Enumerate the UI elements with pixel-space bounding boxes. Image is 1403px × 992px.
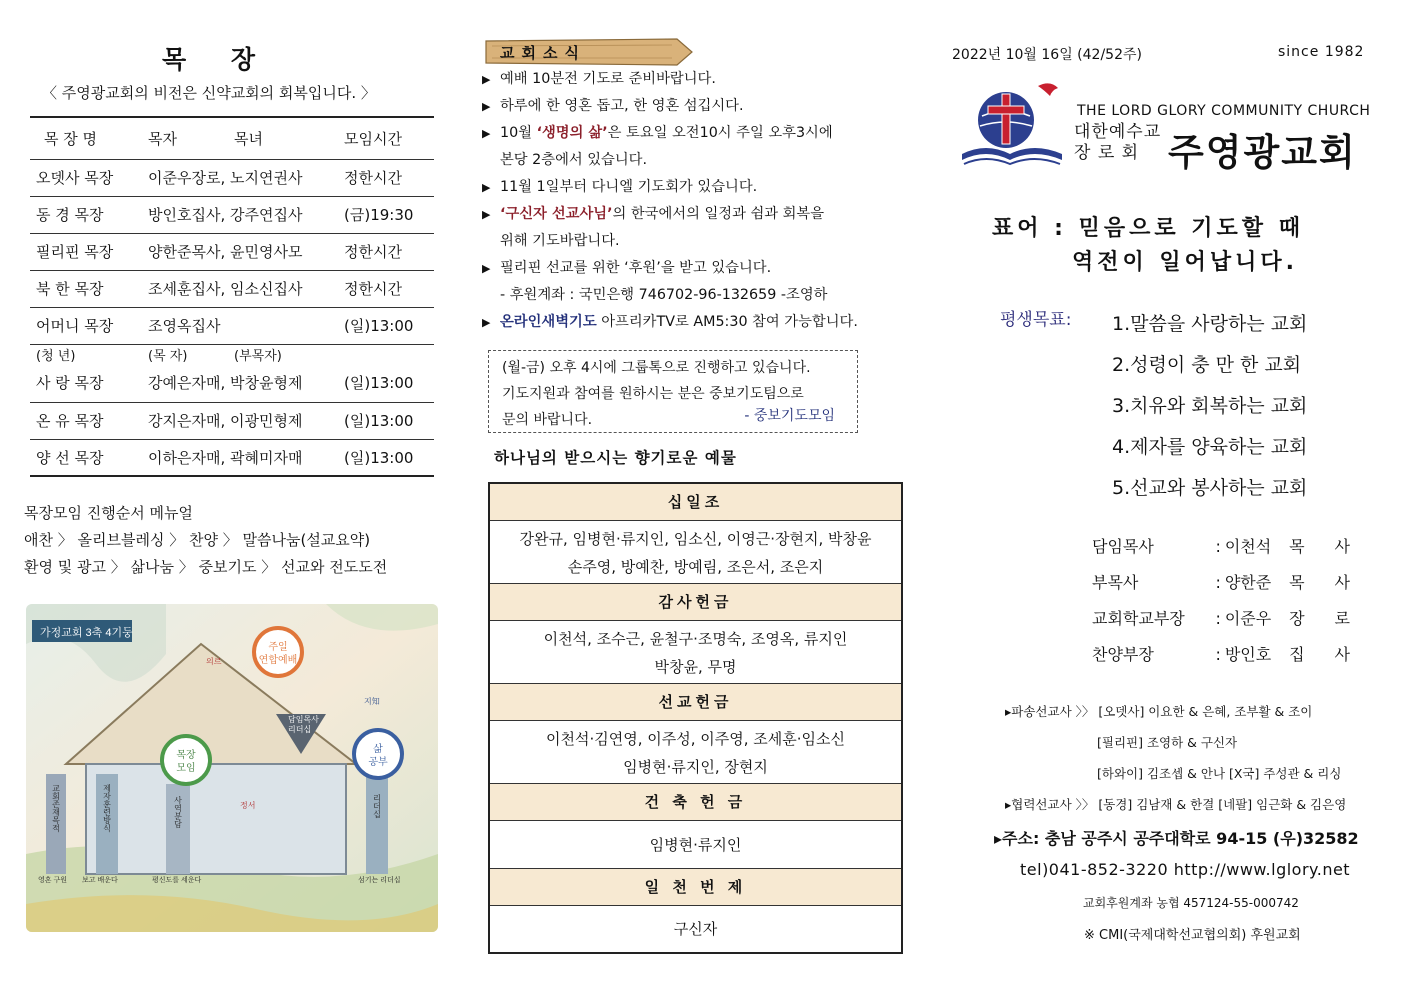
mokjang-title: 목 장 (162, 45, 274, 74)
offering-header: 십일조 (489, 483, 902, 520)
offering-header: 일 천 번 제 (489, 868, 902, 905)
table-row (30, 439, 434, 476)
mokjang-name: 북 한 목장 (30, 270, 142, 307)
table-row (30, 196, 434, 233)
donation-account: 교회후원계좌 농협 457124-55-000742 (1083, 896, 1299, 910)
news-text: - 후원계좌 : 국민은행 746702-96-132659 -조영하 (500, 287, 828, 303)
table-row (30, 159, 434, 196)
mokjang-time: (일)13:00 (338, 402, 434, 439)
house-church-illustration (26, 604, 438, 932)
pillar-label: 제자훈련방식 (102, 784, 112, 832)
mokjang-leaders: 조세훈집사, 임소신집사 (142, 270, 338, 307)
news-text: 11월 1일부터 다니엘 기도회가 있습니다. (500, 179, 758, 195)
note-label: 정서 (240, 801, 256, 810)
prayer-line: (월-금) 오후 4시에 그룹톡으로 진행하고 있습니다. (502, 360, 811, 376)
church-contact: tel)041-852-3220 http://www.lglory.net (1020, 860, 1351, 879)
news-banner (482, 38, 694, 66)
table-header-row (30, 117, 434, 159)
news-item (482, 66, 912, 93)
missionaries (1005, 696, 1346, 820)
bottom-label: 평신도를 세운다 (152, 877, 202, 884)
church-logo-icon (958, 78, 1068, 170)
prayer-line: 문의 바랍니다. (502, 412, 593, 428)
staff-name: 이준우 (1224, 609, 1272, 628)
bullet-triangle-icon: ▶ (482, 127, 491, 140)
names-line: 강완규, 임병현·류지인, 임소신, 이영근·장현지, 박창윤 (519, 529, 872, 548)
bullet-triangle-icon: ▶ (482, 100, 491, 113)
staff-row: 부목사 : 양한준 목사 (1092, 565, 1380, 601)
lifetime-goal-label: 평생목표: (1000, 310, 1072, 330)
goal-item: 3.치유와 회복하는 교회 (1112, 395, 1308, 417)
church-name-english: THE LORD GLORY COMMUNITY CHURCH (1077, 103, 1371, 119)
news-item (482, 93, 912, 120)
mokjang-table (30, 116, 434, 477)
mokjang-time: (일)13:00 (338, 439, 434, 476)
cmi-note: ※ CMI(국제대학선교협의회) 후원교회 (1084, 928, 1301, 943)
header-cell: 목자 (142, 117, 228, 159)
names-line: 이천석, 조수근, 윤철구·조명숙, 조영옥, 류지인 (543, 629, 848, 648)
motto-line: 역전이 일어납니다. (1072, 250, 1299, 275)
staff-name: 양한준 (1224, 573, 1272, 592)
news-text: 본당 2층에서 있습니다. (500, 152, 648, 168)
staff-name: 이천석 (1224, 537, 1272, 556)
circle-label: 목장 (176, 750, 196, 761)
mokjang-leaders: 강예은자매, 박창윤형제 (142, 364, 338, 402)
bottom-label: 섬기는 리더십 (358, 877, 401, 884)
news-text: 위해 기도바랍니다. (500, 233, 620, 249)
offering-table (488, 482, 903, 954)
missionary-line: [필리핀] 조영하 & 구신자 (1097, 735, 1238, 750)
youth-header-cell: (청 년) (36, 349, 76, 364)
header-cell: 목 장 명 (30, 117, 142, 159)
names-line: 임병현·류지인, 장현지 (623, 757, 768, 776)
bullet-triangle-icon: ▶ (482, 73, 491, 86)
bullet-triangle-icon: ▶ (482, 262, 491, 275)
news-text: 의 한국에서의 일정과 쉼과 회복을 (612, 206, 825, 222)
mokjang-leaders: 방인호집사, 강주연집사 (142, 196, 338, 233)
youth-header-row (30, 344, 434, 364)
staff-title: 목사 (1289, 537, 1380, 556)
denomination-line: 대한예수교 (1074, 122, 1162, 142)
prayer-signature: - 중보기도모임 (744, 408, 835, 424)
prayer-line: 기도지원과 참여를 원하시는 분은 중보기도팀으로 (502, 386, 804, 402)
mokjang-name: 어머니 목장 (30, 307, 142, 344)
mokjang-name: 오뎃사 목장 (30, 159, 142, 196)
mokjang-leaders: 강지은자매, 이광민형제 (142, 402, 338, 439)
staff-title: 장로 (1289, 609, 1380, 628)
staff-row: 찬양부장 : 방인호 집사 (1092, 637, 1380, 673)
pillar-label: 교회존재목적 (51, 784, 61, 832)
menu-line: 애찬 〉 올리브블레싱 〉 찬양 〉 말씀나눔(설교요약) (24, 531, 371, 549)
staff-title: 집사 (1289, 645, 1380, 664)
mokjang-name: 온 유 목장 (30, 402, 142, 439)
mokjang-leaders: 조영옥집사 (142, 307, 338, 344)
circle-label: 연합예배 (258, 655, 298, 666)
offering-names: 임병현·류지인 (489, 820, 902, 868)
news-item (482, 201, 912, 228)
news-item (482, 120, 912, 147)
illustration-banner: 가정교회 3축 4기둥 (40, 627, 133, 639)
news-text: 필리핀 선교를 위한 ‘후원’을 받고 있습니다. (500, 260, 772, 276)
denomination-line: 장 로 회 (1074, 143, 1140, 163)
bottom-label: 영혼 구원 (38, 877, 67, 884)
vision-statement: 〈 주영광교회의 비전은 신약교회의 회복입니다. 〉 (42, 84, 376, 102)
note-label: 지知 (364, 697, 380, 706)
names-line: 손주영, 방예찬, 방예림, 조은서, 조은지 (567, 557, 824, 576)
news-text: 하루에 한 영혼 돕고, 한 영혼 섬깁시다. (500, 98, 744, 114)
news-text: 10월 (500, 125, 537, 141)
news-list (482, 66, 912, 336)
table-row (30, 364, 434, 402)
pillar-label: 리더십 (372, 794, 382, 818)
table-row (30, 270, 434, 307)
news-item-continued (482, 228, 912, 255)
menu-line: 환영 및 광고 〉 삶나눔 〉 중보기도 〉 선교와 전도도전 (24, 558, 388, 576)
pillar-label: 사역분담 (173, 796, 183, 828)
offering-names: 구신자 (673, 920, 718, 939)
meeting-order-menu (24, 500, 387, 581)
header-cell: 모임시간 (338, 117, 434, 159)
mokjang-leaders: 양한준목사, 윤민영사모 (142, 233, 338, 270)
bullet-triangle-icon: ▶ (482, 316, 491, 329)
intercession-box (488, 350, 858, 433)
news-title: 교회소식 (500, 44, 586, 62)
staff-name: 방인호 (1224, 645, 1272, 664)
bulletin-date: 2022년 10월 16일 (42/52주) (952, 47, 1142, 63)
staff-role: 부목사 (1092, 573, 1139, 592)
goal-item: 2.성령이 충 만 한 교회 (1112, 354, 1302, 376)
goal-item: 5.선교와 봉사하는 교회 (1112, 477, 1308, 499)
offering-header: 선교헌금 (489, 683, 902, 720)
motto-line: 표어 : 믿음으로 기도할 때 (992, 216, 1304, 241)
mokjang-name: 양 선 목장 (30, 439, 142, 476)
mokjang-name: 필리핀 목장 (30, 233, 142, 270)
church-name-korean: 주영광교회 (1168, 131, 1357, 174)
table-row (30, 307, 434, 344)
goals-list (1112, 304, 1307, 509)
mokjang-time: 정한시간 (338, 233, 434, 270)
mokjang-leaders: 이준우장로, 노지연권사 (142, 159, 338, 196)
mokjang-name: 동 경 목장 (30, 196, 142, 233)
offering-header: 감사헌금 (489, 583, 902, 620)
mokjang-time: 정한시간 (338, 159, 434, 196)
offering-names (489, 720, 902, 783)
missionary-line: ▸파송선교사 〉〉 [오뎃사] 이요한 & 은혜, 조부활 & 조이 (1005, 704, 1313, 719)
mokjang-time: (금)19:30 (338, 196, 434, 233)
youth-header-cell: (부목자) (234, 349, 282, 364)
roof-label: 리더십 (288, 725, 312, 734)
offering-title: 하나님의 받으시는 향기로운 예물 (494, 449, 737, 467)
menu-title: 목장모임 진행순서 메뉴얼 (24, 504, 193, 522)
names-line: 박창윤, 무명 (654, 657, 737, 676)
denomination (1074, 122, 1161, 164)
mokjang-time: (일)13:00 (338, 307, 434, 344)
staff-list (1092, 529, 1380, 673)
news-item (482, 309, 912, 336)
motto (992, 212, 1304, 280)
goal-item: 4.제자를 양육하는 교회 (1112, 436, 1308, 458)
news-text: 예배 10분전 기도로 준비바랍니다. (500, 71, 716, 87)
mokjang-time: 정한시간 (338, 270, 434, 307)
church-address: ▸주소: 충남 공주시 공주대학로 94-15 (우)32582 (994, 829, 1359, 848)
news-item (482, 174, 912, 201)
news-highlight: ‘생명의 삶’ (536, 125, 608, 141)
bullet-triangle-icon: ▶ (482, 208, 491, 221)
bullet-triangle-icon: ▶ (482, 181, 491, 194)
offering-names (489, 620, 902, 683)
since-year: since 1982 (1278, 44, 1365, 60)
news-highlight: 온라인새벽기도 (500, 314, 597, 330)
news-text: 아프리카TV로 AM5:30 참여 가능합니다. (596, 314, 858, 330)
header-cell: 목녀 (228, 117, 338, 159)
news-item-continued (482, 147, 912, 174)
table-row (30, 402, 434, 439)
missionary-line: ▸협력선교사 〉〉 [동경] 김남재 & 한결 [네팔] 임근화 & 김은영 (1005, 797, 1347, 812)
offering-names (489, 520, 902, 583)
staff-role: 담임목사 (1092, 537, 1154, 556)
bottom-label: 보고 배운다 (82, 877, 118, 884)
circle-label: 공부 (368, 757, 388, 768)
mokjang-time: (일)13:00 (338, 364, 434, 402)
news-text: 은 토요일 오전10시 주일 오후3시에 (607, 125, 833, 141)
youth-header-cell: (목 자) (148, 349, 188, 364)
roof-label: 담임목사 (288, 715, 319, 724)
staff-role: 교회학교부장 (1092, 609, 1185, 628)
offering-header: 건 축 헌 금 (489, 783, 902, 820)
staff-title: 목사 (1289, 573, 1380, 592)
news-item (482, 255, 912, 282)
missionary-line: [하와이] 김조셉 & 안나 [X국] 주성관 & 리싱 (1097, 766, 1342, 781)
staff-row: 교회학교부장 : 이준우 장로 (1092, 601, 1380, 637)
circle-label: 주일 (268, 642, 288, 653)
staff-row: 담임목사 : 이천석 목사 (1092, 529, 1380, 565)
goal-item: 1.말씀을 사랑하는 교회 (1112, 313, 1308, 335)
news-highlight: ‘구신자 선교사님’ (500, 206, 613, 222)
circle-label: 삶 (373, 744, 383, 755)
note-label: 의르 (206, 657, 222, 666)
mokjang-leaders: 이하은자매, 곽혜미자매 (142, 439, 338, 476)
circle-label: 모임 (176, 763, 196, 774)
news-item-continued (482, 282, 912, 309)
staff-role: 찬양부장 (1092, 645, 1154, 664)
table-row (30, 233, 434, 270)
names-line: 이천석·김연영, 이주성, 이주영, 조세훈·임소신 (546, 729, 845, 748)
mokjang-name: 사 랑 목장 (30, 364, 142, 402)
